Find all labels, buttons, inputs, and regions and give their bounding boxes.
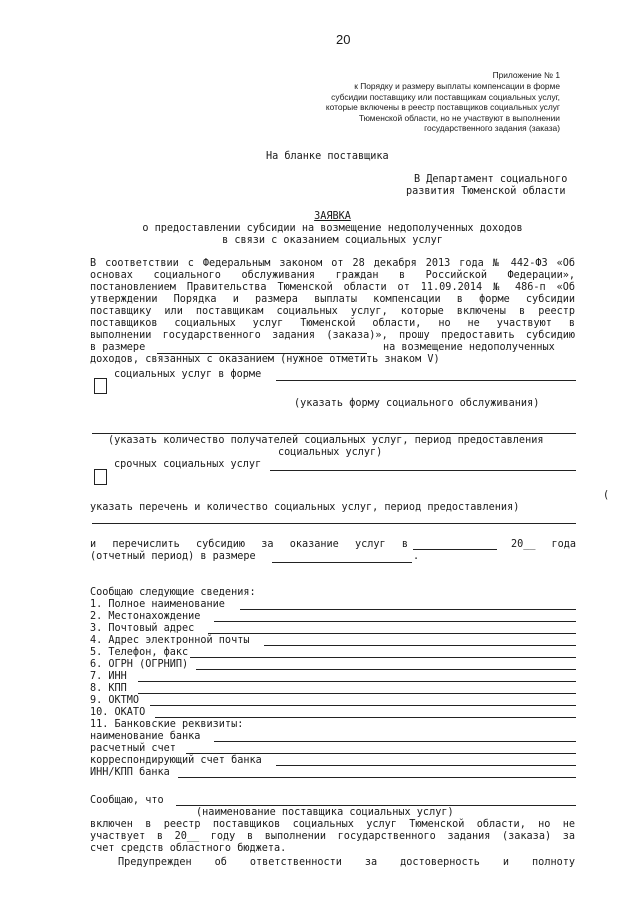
inform-prefix: Сообщаю, что — [90, 795, 164, 806]
appendix-line: к Порядку и размеру выплаты компенсации в форме — [354, 81, 560, 91]
info-label-postal: 3. Почтовый адрес — [90, 623, 195, 634]
document-title: ЗАЯВКА — [314, 211, 351, 222]
letterhead-note: На бланке поставщика — [266, 151, 389, 162]
addressee-line: В Департамент социального — [414, 174, 568, 185]
year-label: 20__ года — [511, 539, 576, 550]
info-label-oktmo: 9. ОКТМО — [90, 695, 140, 706]
info-field-location[interactable] — [214, 621, 576, 622]
period-field[interactable] — [413, 549, 497, 550]
intro-line: поставщику или поставщикам социальных услуг, которые включены в реестр — [90, 306, 575, 317]
urgent-checkbox[interactable] — [94, 469, 107, 485]
document-subtitle: в связи с оказанием социальных услуг — [222, 235, 443, 246]
info-label-phone: 5. Телефон, факс — [90, 647, 189, 658]
transfer-dot: . — [413, 551, 420, 562]
appendix-title: Приложение № 1 — [492, 70, 560, 80]
info-label-ogrn: 6. ОГРН (ОГРНИП) — [90, 659, 189, 670]
info-label-location: 2. Местонахождение — [90, 611, 201, 622]
recipients-field[interactable] — [92, 433, 576, 434]
supplier-name-field[interactable] — [176, 805, 576, 806]
info-field-email[interactable] — [264, 645, 576, 646]
bank-field-corr-account[interactable] — [276, 765, 576, 766]
intro-line: постановлением Правительства Тюменской области от 11.09.2014 № 486-п «Об — [90, 282, 575, 293]
appendix-line: Тюменской области, но не участвуют в выполнении — [358, 112, 560, 123]
appendix-line: субсидии поставщику или поставщикам социальных услуг, — [331, 91, 560, 102]
inform-line: участвует в 20__ году в выполнении государственного задания (заказа) за — [90, 831, 575, 842]
info-label-email: 4. Адрес электронной почты — [90, 635, 250, 646]
bank-field-inn-kpp[interactable] — [178, 777, 576, 778]
intro-line: В соответствии с Федеральным законом от 28 декабря 2013 года № 442-ФЗ «Об — [90, 258, 575, 269]
info-field-ogrn[interactable] — [196, 669, 576, 670]
addressee-line: развития Тюменской области — [406, 186, 566, 197]
forms-hint: (указать форму социального обслуживания) — [294, 398, 540, 409]
bank-label-inn-kpp: ИНН/КПП банка — [90, 767, 170, 778]
forms-checkbox[interactable] — [94, 378, 107, 394]
info-label-full-name: 1. Полное наименование — [90, 599, 225, 610]
appendix-line: которые включены в реестр поставщиков социальных услуг — [325, 102, 560, 112]
forms-field[interactable] — [276, 380, 576, 381]
urgent-field[interactable] — [270, 470, 576, 471]
intro-line: основах социального обслуживания граждан в Российской Федерации», — [90, 270, 575, 281]
page-number: 20 — [336, 32, 351, 47]
inform-line: счет средств областного бюджета. — [90, 843, 287, 854]
urgent-label: срочных социальных услуг — [114, 459, 262, 470]
bank-label-corr-account: корреспондирующий счет банка — [90, 755, 262, 766]
recipients-hint: (указать количество получателей социальных услуг, период предоставления — [108, 435, 544, 446]
document-subtitle: о предоставлении субсидии на возмещение недополученных доходов — [142, 223, 523, 234]
supplier-name-hint: (наименование поставщика социальных услуг) — [196, 807, 454, 818]
transfer-line: и перечислить субсидию за оказание услуг в — [90, 539, 408, 550]
amount-prefix: в размере — [90, 342, 146, 353]
info-field-inn[interactable] — [138, 681, 576, 682]
info-heading: Сообщаю следующие сведения: — [90, 587, 256, 598]
warning-line: Предупрежден об ответственности за достоверность и полноту — [118, 857, 575, 868]
bank-label-account: расчетный счет — [90, 743, 176, 754]
transfer-amount-field[interactable] — [272, 562, 412, 563]
urgent-paren: ( — [603, 490, 610, 501]
info-label-inn: 7. ИНН — [90, 671, 127, 682]
amount-suffix: на возмещение недополученных — [383, 342, 555, 353]
recipients-hint: социальных услуг) — [278, 447, 383, 458]
inform-line: включен в реестр поставщиков социальных услуг Тюменской области, но не — [90, 819, 575, 830]
urgent-list-field[interactable] — [92, 523, 576, 524]
info-field-full-name[interactable] — [240, 609, 576, 610]
info-field-kpp[interactable] — [138, 693, 576, 694]
urgent-hint: указать перечень и количество социальных услуг, период предоставления) — [90, 502, 520, 513]
info-field-oktmo[interactable] — [150, 705, 576, 706]
info-field-postal[interactable] — [208, 633, 576, 634]
intro-line: утверждении Порядка и размера выплаты компенсации в форме субсидии — [90, 294, 575, 305]
info-label-okato: 10. ОКАТО — [90, 707, 146, 718]
appendix-line: государственного задания (заказа) — [424, 123, 560, 133]
info-label-bank-details: 11. Банковские реквизиты: — [90, 719, 244, 730]
bank-label-name: наименование банка — [90, 731, 201, 742]
info-field-phone[interactable] — [190, 657, 576, 658]
bank-field-name[interactable] — [214, 741, 576, 742]
intro-line: выполнении государственного задания (заказа)», прошу предоставить субсидию — [90, 330, 575, 341]
income-line: доходов, связанных с оказанием (нужное отметить знаком V) — [90, 354, 440, 365]
info-label-kpp: 8. КПП — [90, 683, 127, 694]
info-field-okato[interactable] — [155, 717, 576, 718]
intro-line: поставщиков социальных услуг Тюменской области, но не участвуют в — [90, 318, 575, 329]
forms-label: социальных услуг в форме — [114, 369, 262, 380]
bank-field-account[interactable] — [186, 753, 576, 754]
transfer-amount-label: (отчетный период) в размере — [90, 551, 256, 562]
